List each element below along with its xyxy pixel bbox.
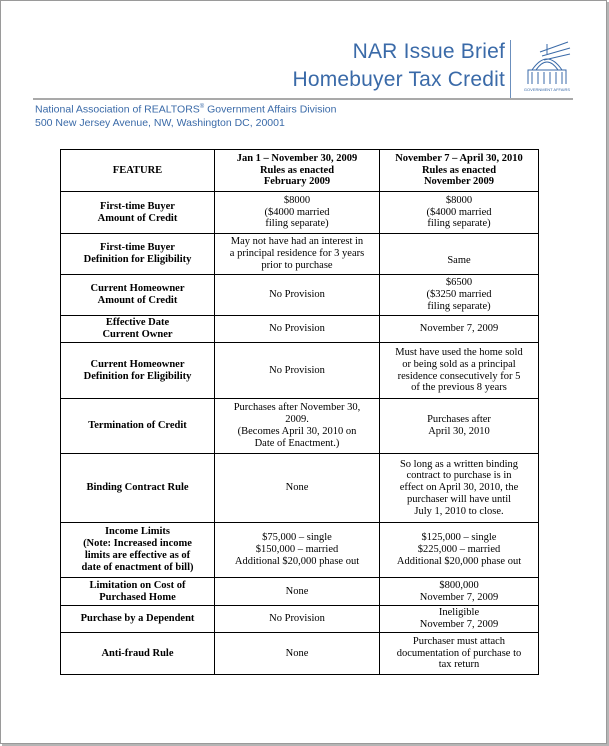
- table-row: [61, 578, 539, 606]
- nov-2009-cell: $125,000 – single $225,000 – married Additional $20,000 phase out: [380, 523, 539, 578]
- table-row: [61, 316, 539, 343]
- column-header-2010: November 7 – April 30, 2010 Rules as enacted November 2009: [380, 150, 539, 192]
- table-row: [61, 275, 539, 316]
- nov-2009-cell: So long as a written binding contract to purchase is in effect on April 30, 2010, the purchaser will have until July 1, 2010 to close.: [380, 454, 539, 523]
- nov-2009-cell: $8000 ($4000 married filing separate): [380, 192, 539, 234]
- jan-2009-cell: No Provision: [215, 606, 380, 633]
- feature-cell: Termination of Credit: [61, 399, 215, 454]
- jan-2009-cell: No Provision: [215, 343, 380, 399]
- registered-mark: ®: [199, 104, 205, 110]
- jan-2009-cell: $8000 ($4000 married filing separate): [215, 192, 380, 234]
- table-row: [61, 399, 539, 454]
- column-header-2009: Jan 1 – November 30, 2009 Rules as enacted February 2009: [215, 150, 380, 192]
- features-table: [60, 149, 539, 675]
- feature-cell: Purchase by a Dependent: [61, 606, 215, 633]
- table-row: [61, 454, 539, 523]
- title-block: [292, 38, 505, 94]
- jan-2009-cell: None: [215, 633, 380, 675]
- feature-cell: Current Homeowner Amount of Credit: [61, 275, 215, 316]
- title-line-1: NAR Issue Brief: [352, 40, 505, 63]
- feature-cell: First-time Buyer Amount of Credit: [61, 192, 215, 234]
- jan-2009-cell: May not have had an interest in a principal residence for 3 years prior to purchase: [215, 234, 380, 275]
- org-block: [35, 101, 336, 130]
- nov-2009-cell: $800,000 November 7, 2009: [380, 578, 539, 606]
- feature-cell: First-time Buyer Definition for Eligibility: [61, 234, 215, 275]
- nov-2009-cell: Purchases after April 30, 2010: [380, 399, 539, 454]
- org-address: 500 New Jersey Avenue, NW, Washington DC, 20001: [35, 116, 285, 129]
- feature-cell: Income Limits (Note: Increased income limits are effective as of date of enactment of bill): [61, 523, 215, 578]
- table-row: [61, 343, 539, 399]
- header-row: [61, 150, 539, 192]
- nov-2009-cell: Must have used the home sold or being sold as a principal residence consecutively for 5 of the previous 8 years: [380, 343, 539, 399]
- title-line-2: Homebuyer Tax Credit: [292, 68, 505, 91]
- nov-2009-cell: $6500 ($3250 married filing separate): [380, 275, 539, 316]
- table-row: [61, 234, 539, 275]
- table-row: [61, 633, 539, 675]
- org-line: [35, 101, 336, 117]
- jan-2009-cell: $75,000 – single $150,000 – married Additional $20,000 phase out: [215, 523, 380, 578]
- table-row: [61, 606, 539, 633]
- jan-2009-cell: No Provision: [215, 275, 380, 316]
- nov-2009-cell: November 7, 2009: [380, 316, 539, 343]
- feature-cell: Limitation on Cost of Purchased Home: [61, 578, 215, 606]
- logo-caption: GOVERNMENT AFFAIRS: [523, 87, 571, 92]
- feature-cell: Current Homeowner Definition for Eligibility: [61, 343, 215, 399]
- jan-2009-cell: None: [215, 578, 380, 606]
- nov-2009-cell: Purchaser must attach documentation of purchase to tax return: [380, 633, 539, 675]
- column-header-feature: FEATURE: [61, 150, 215, 192]
- jan-2009-cell: None: [215, 454, 380, 523]
- table-row: [61, 523, 539, 578]
- jan-2009-cell: No Provision: [215, 316, 380, 343]
- header-divider: [33, 98, 573, 100]
- org-division: Government Affairs Division: [204, 103, 337, 116]
- table-row: [61, 192, 539, 234]
- jan-2009-cell: Purchases after November 30, 2009. (Becomes April 30, 2010 on Date of Enactment.): [215, 399, 380, 454]
- feature-cell: Anti-fraud Rule: [61, 633, 215, 675]
- nov-2009-cell: Same: [380, 234, 539, 275]
- feature-cell: Binding Contract Rule: [61, 454, 215, 523]
- title-divider: [510, 40, 511, 98]
- feature-cell: Effective Date Current Owner: [61, 316, 215, 343]
- org-name: National Association of REALTORS: [35, 103, 200, 116]
- nov-2009-cell: Ineligible November 7, 2009: [380, 606, 539, 633]
